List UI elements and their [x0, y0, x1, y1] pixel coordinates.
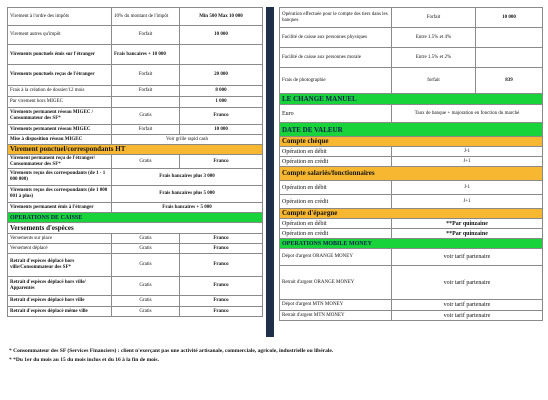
table-row [8, 65, 263, 86]
row-label: Retrait d'espèces déplacé même ville [8, 307, 112, 317]
section-title: OPERATIONS DE CAISSE [8, 213, 263, 223]
footnotes [9, 347, 539, 365]
row-label: Opération en débit [280, 181, 392, 195]
row-label: Virements ponctuels reçus de l'étranger [8, 65, 112, 86]
row-label: Versement déplacé [8, 244, 112, 254]
right-column [279, 7, 542, 321]
section-header [8, 145, 263, 155]
row-label: Facilité de caisse aux personnes physiques [280, 28, 392, 48]
row-pricing: Forfait [112, 86, 180, 97]
row-pricing: voir tarif partenaire [392, 311, 543, 321]
subsection-title: Compte salariés/fonctionnaires [280, 167, 543, 181]
table-row [280, 105, 543, 123]
row-label: Euro [280, 105, 392, 123]
table-row [8, 234, 263, 244]
row-pricing: Frais bancaires plus 5 000 [112, 186, 263, 203]
row-pricing: voir tarif partenaire [392, 249, 543, 266]
row-amount: Franco [180, 254, 263, 277]
row-amount: 1 000 [180, 97, 263, 108]
row-amount: 10 000 [476, 8, 543, 28]
footnote-fortnight: * *Du 1er du mois au 15 du mois inclus et du 16 à la fin de mois. [9, 357, 159, 363]
row-pricing: voir tarif partenaire [392, 300, 543, 311]
row-label: Opération en débit [280, 147, 392, 157]
row-amount: 10 000 [180, 26, 263, 45]
row-label: Virements permanent émis à l'étranger [8, 203, 112, 213]
row-pricing [112, 97, 180, 108]
table-row [8, 26, 263, 45]
row-label: Versements sur place [8, 234, 112, 244]
row-label: Retrait d'argent MTN MONEY [280, 311, 392, 321]
row-amount: 20 000 [180, 65, 263, 86]
subsection-header [280, 167, 543, 181]
table-row [280, 147, 543, 157]
table-row [8, 244, 263, 254]
table-row [8, 135, 263, 145]
row-label: Retrait d'espèces déplacé hors ville/Consommateur des SF* [8, 254, 112, 277]
row-amount: 839 [476, 68, 543, 94]
row-pricing: J-1 [392, 147, 543, 157]
table-row [8, 45, 263, 65]
subsection-title: Compte d'épargne [280, 209, 543, 219]
left-column [7, 7, 262, 317]
row-pricing: Frais bancaires + 10 000 [112, 45, 180, 65]
row-label: Virements reçus des correspondants (de 1 - 1 000 000) [8, 169, 112, 186]
table-row [280, 181, 543, 195]
row-pricing: Entre 1.5% et 2% [392, 48, 476, 68]
row-label: Virements permanent réseau MIGEC [8, 125, 112, 135]
table-row [280, 8, 543, 28]
table-row [280, 157, 543, 167]
table-row [8, 203, 263, 213]
row-label: Opération en crédit [280, 195, 392, 209]
row-pricing: **Par quinzaine [392, 219, 543, 229]
subsection-title: Compte chèque [280, 137, 543, 147]
row-amount [180, 45, 263, 65]
table-row [8, 108, 263, 125]
row-pricing: J-1 [392, 181, 543, 195]
row-label: Opération effectuée pour le compte des tiers dans les banques [280, 8, 392, 28]
table-row [280, 48, 543, 68]
subsection-header [280, 137, 543, 147]
row-label: Par virement hors MIGEC [8, 97, 112, 108]
table-row [8, 277, 263, 296]
section-title: LE CHANGE MANUEL [280, 94, 543, 105]
row-label: Dépot d'argent ORANGE MONEY [280, 249, 392, 266]
row-amount: 8 000 [180, 86, 263, 97]
row-pricing: Voir grille rapid cash [112, 135, 263, 145]
section-header [280, 123, 543, 137]
table-row [280, 300, 543, 311]
row-pricing: Gratis [112, 254, 180, 277]
row-label: Virements ponctuels émis sur l'étranger [8, 45, 112, 65]
row-label: Virement à l'ordre des impôts [8, 8, 112, 26]
row-pricing: Frais bancaires + 5 000 [112, 203, 263, 213]
row-pricing: Gratis [112, 108, 180, 125]
row-amount [476, 48, 543, 68]
row-pricing: Entre 1.5% et 4% [392, 28, 476, 48]
row-amount: Franco [180, 244, 263, 254]
section-header [280, 94, 543, 105]
row-pricing: Frais bancaires plus 3 000 [112, 169, 263, 186]
row-label: Opération en crédit [280, 229, 392, 239]
subsection-title: Versements d'espèces [8, 223, 263, 234]
footnote-consumer: * Consommateur des SF (Services Financiers) : client n'exerçant pas une activité artisanale, commerciale, agricole, industrielle ou libérale. [9, 348, 334, 354]
row-pricing: Forfait [112, 26, 180, 45]
tariff-page [7, 7, 541, 337]
row-pricing: Gratis [112, 244, 180, 254]
table-row [280, 311, 543, 321]
subsection-header [280, 209, 543, 219]
row-label: Virements reçus des correspondants (de 1 000 001 à plus) [8, 186, 112, 203]
table-row [8, 86, 263, 97]
section-title: OPERATIONS MOBILE MONEY [280, 239, 543, 249]
column-divider [266, 7, 274, 337]
row-pricing: Gratis [112, 307, 180, 317]
table-row [280, 229, 543, 239]
table-row [8, 125, 263, 135]
section-title: Virement ponctuel/correspondants HT [8, 145, 263, 155]
row-pricing: Gratis [112, 155, 180, 169]
table-row [280, 195, 543, 209]
row-pricing: Taux de banque + majoration en fonction du marché [392, 105, 543, 123]
left-tariff-table [7, 7, 263, 317]
row-pricing: Forfait [112, 125, 180, 135]
row-pricing: Forfait [392, 8, 476, 28]
table-row [8, 296, 263, 307]
row-pricing: J+1 [392, 195, 543, 209]
table-row [8, 169, 263, 186]
row-label: Virements permanent réseau MIGEC / Consommateur des SF* [8, 108, 112, 125]
table-row [280, 219, 543, 229]
row-pricing: Gratis [112, 296, 180, 307]
row-pricing: Gratis [112, 277, 180, 296]
section-header [8, 213, 263, 223]
row-amount: Franco [180, 277, 263, 296]
table-row [8, 155, 263, 169]
subsection-header [8, 223, 263, 234]
row-label: Retrait d'espèces déplacé hors ville [8, 296, 112, 307]
table-row [280, 28, 543, 48]
row-amount: Min 500 Max 10 000 [180, 8, 263, 26]
row-amount: Franco [180, 307, 263, 317]
row-amount: Franco [180, 296, 263, 307]
row-label: Opération en crédit [280, 157, 392, 167]
row-pricing: J+1 [392, 157, 543, 167]
right-tariff-table [279, 7, 543, 321]
row-label: Facilité de caisse aux personnes morale [280, 48, 392, 68]
table-row [8, 307, 263, 317]
row-label: Retrait d'argent ORANGE MONEY [280, 266, 392, 300]
section-header [280, 239, 543, 249]
table-row [280, 249, 543, 266]
row-pricing: Forfait [112, 65, 180, 86]
row-label: Retrait d'espèces déplacé hors ville/ Apparentés [8, 277, 112, 296]
table-row [8, 186, 263, 203]
table-row [8, 254, 263, 277]
row-label: Frais de photographie [280, 68, 392, 94]
row-amount: Franco [180, 155, 263, 169]
row-label: Mise à disposition réseau MIGEC [8, 135, 112, 145]
row-label: Opération en débit [280, 219, 392, 229]
row-label: Virement autres qu'impôt [8, 26, 112, 45]
row-label: Frais à la création de dossier/12 mois [8, 86, 112, 97]
row-pricing: **Par quinzaine [392, 229, 543, 239]
row-amount: Franco [180, 108, 263, 125]
table-row [280, 68, 543, 94]
row-pricing: voir tarif partenaire [392, 266, 543, 300]
table-row [280, 266, 543, 300]
table-row [8, 97, 263, 108]
row-amount: 10 000 [180, 125, 263, 135]
table-row [8, 8, 263, 26]
row-pricing: Gratis [112, 234, 180, 244]
row-label: Dépot d'argent MTN MONEY [280, 300, 392, 311]
section-title: DATE DE VALEUR [280, 123, 543, 137]
row-amount [476, 28, 543, 48]
row-amount: Franco [180, 234, 263, 244]
row-pricing: 10% du montant de l'impôt [112, 8, 180, 26]
row-label: Virement permanent reçu de l'étranger/ Consommateur des SF* [8, 155, 112, 169]
row-pricing: forfait [392, 68, 476, 94]
